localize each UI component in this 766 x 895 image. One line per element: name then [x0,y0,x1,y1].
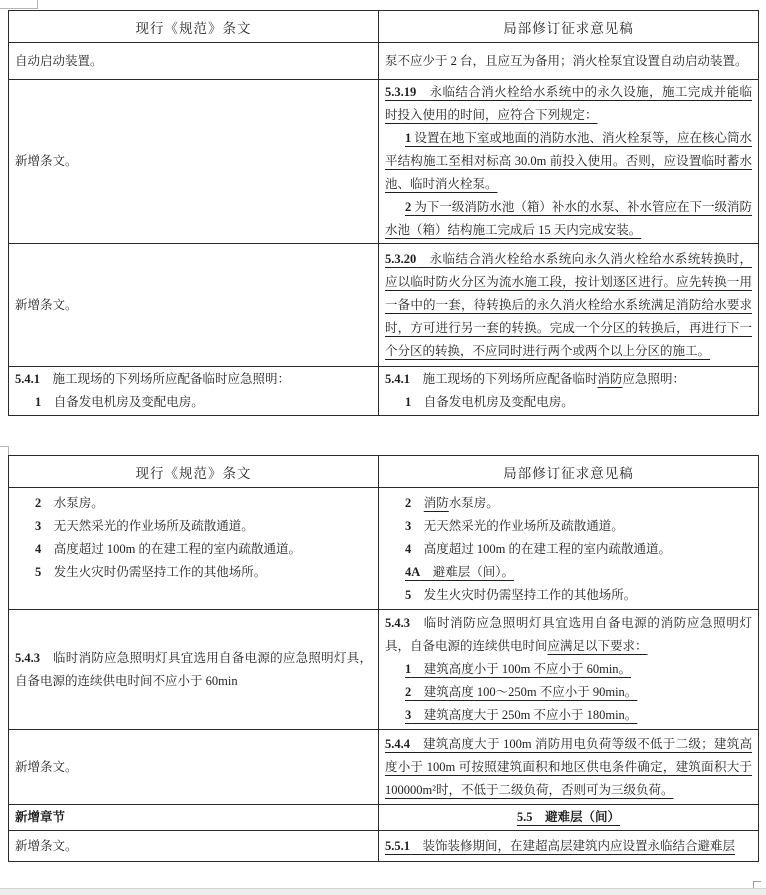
inserted-text-segment: 避难层（间）。 [420,565,515,579]
text-segment: 3 [405,519,412,533]
paragraph [385,584,752,607]
table-header-row [9,11,759,43]
table-row [9,80,759,244]
paragraph [385,538,752,561]
cell-current-code [9,244,379,367]
inserted-text-segment: 设置在地下室或地面的消防水池、消火栓泵等，应在核心筒水平结构施工至相对标高 30.0m 前投入使用。否则，应设置临时蓄水池、临时消火栓泵。 [385,131,752,191]
paragraph [385,704,752,727]
inserted-text-segment: 建筑高度大于 100m 消防用电负荷等级不低于二级；建筑高度小于 100m 可按照建筑面积和地区供电条件确定，建筑面积大于 100000m²时，不低于二级负荷，否则可为三级负荷。 [385,736,752,797]
text-segment: 泵不应少于 2 台，且应互为备用；消火栓泵宜设置自动启动装置。 [385,53,748,68]
table-row [9,730,759,805]
paragraph [385,81,752,127]
cell-current-code [9,831,379,862]
paragraph [385,681,752,704]
cell-revision-draft [379,730,759,805]
text-segment: 临时消防应急照明灯具宜选用自备电源的应急照明灯具，自备电源的连续供电时间不应小于 60min [15,650,372,688]
inserted-text-segment: 1 [405,662,412,676]
paragraph [385,127,752,196]
text-segment: 无天然采光的作业场所及疏散通道。 [411,519,624,533]
table-header-row [9,456,759,488]
text-segment: 5 [405,588,412,602]
text-segment: 新增条文。 [15,759,78,774]
text-segment: 5.4.1 [385,372,410,386]
cell-current-code [9,43,379,80]
paragraph [15,647,372,693]
table-row [9,805,759,831]
cell-revision-draft [379,488,759,610]
cell-current-code [9,805,379,831]
comparison-table-1 [8,10,759,416]
paragraph [385,492,752,515]
text-segment: 发生火灾时仍需坚持工作的其他场所。 [411,588,637,602]
cell-revision-draft [379,244,759,367]
inserted-text-segment: 1 [405,131,415,145]
paragraph [15,294,372,317]
paragraph [15,538,372,561]
paragraph [385,196,752,242]
header-revision-draft: 局部修订征求意见稿 [379,456,759,488]
cell-current-code [9,367,379,416]
paragraph [15,50,372,73]
text-segment: 1 [35,395,42,409]
inserted-text-segment: 避难层（间） [532,810,621,824]
inserted-text-segment: 2 [405,685,412,699]
text-segment: 2 [35,496,42,510]
inserted-text-segment: 3 [405,708,412,722]
text-segment: 无天然采光的作业场所及疏散通道。 [41,519,254,533]
inserted-text-segment: 4A [405,565,421,579]
text-segment: 5.4.1 [15,372,40,386]
text-segment: 自备发电机房及变配电房。 [41,395,204,409]
text-segment: 5 [35,565,42,579]
inserted-text-segment: 应满足以下要求： [547,639,648,653]
inserted-text-segment: 消防 [597,372,623,386]
paragraph [15,391,372,414]
paragraph [15,150,372,173]
text-segment: 新增条文。 [15,297,78,312]
cell-revision-draft [379,805,759,831]
text-segment: 水泵房。 [448,496,499,510]
paragraph [385,612,752,658]
header-revision-draft: 局部修订征求意见稿 [379,11,759,43]
paragraph [15,515,372,538]
table-row [9,488,759,610]
text-segment: 水泵房。 [41,496,104,510]
paragraph [15,368,372,391]
paragraph [385,561,752,584]
paragraph [385,806,752,829]
text-segment: 临时消防应急照明灯具宜选用自备电源的消防应急照明灯具，自备电源的连续供电时间 [385,616,752,653]
text-segment: 1 [405,395,412,409]
text-segment: 4 [35,542,42,556]
paragraph [385,733,752,802]
inserted-text-segment: 5.3.20 [385,251,417,266]
table-row [9,610,759,730]
inserted-text-segment: 永临结合消火栓给水系统中的永久设施，施工完成并能临时投入使用的时间，应符合下列规定： [385,85,752,122]
paragraph [385,50,752,73]
paragraph [15,806,372,829]
cell-current-code [9,610,379,730]
cell-revision-draft [379,367,759,416]
cell-revision-draft [379,80,759,244]
paragraph [15,492,372,515]
table-row [9,244,759,367]
paragraph [385,515,752,538]
paragraph [385,368,752,391]
cell-revision-draft [379,43,759,80]
text-segment: 新增条文。 [15,154,78,168]
text-segment: 应急照明： [622,372,686,386]
inserted-text-segment: 消防 [423,496,449,510]
paragraph [385,391,752,414]
inserted-text-segment: 装饰装修期间，在建超高层建筑内应设置永临结合避难层 [410,838,736,853]
table-row [9,367,759,416]
cell-current-code [9,730,379,805]
text-segment [411,496,424,510]
comparison-table-2 [8,455,759,862]
inserted-text-segment: 为下一级消防水池（箱）补水的水泵、补水管应在下一级消防水池（箱）结构施工完成后 15 天内完成安装。 [385,200,752,237]
paragraph [15,835,372,858]
paragraph [385,835,752,858]
inserted-text-segment: 5.4.4 [385,736,410,751]
inserted-text-segment: 建筑高度大于 250m 不应小于 180min。 [411,708,638,722]
text-segment: 3 [35,519,42,533]
paragraph [385,248,752,363]
text-segment: 2 [405,496,412,510]
table-fragment-handle-top-left [0,0,38,9]
paragraph [15,756,372,779]
text-segment: 发生火灾时仍需坚持工作的其他场所。 [41,565,267,579]
text-segment: 自备发电机房及变配电房。 [411,395,574,409]
text-segment: 5.4.3 [385,616,410,630]
text-segment: 新增条文。 [15,838,78,853]
text-segment: 施工现场的下列场所应配备临时 [410,372,598,386]
paragraph [385,658,752,681]
inserted-text-segment: 5.5.1 [385,838,410,853]
text-segment: 施工现场的下列场所应配备临时应急照明： [40,372,291,386]
table-row [9,831,759,862]
header-current-code: 现行《规范》条文 [9,456,379,488]
text-segment: 5.4.3 [15,650,40,665]
cell-current-code [9,80,379,244]
header-current-code: 现行《规范》条文 [9,11,379,43]
inserted-text-segment: 永临结合消火栓给水系统向永久消火栓给水系统转换时，应以临时防火分区为流水施工段，按计划逐区进行。应先转换一用一备中的一套，待转换后的永久消火栓给水系统满足消防给水要求时，方可进行另一套的转换。完成一个分区的转换后，再进行下一个分区的转换，不应同时进行两个或两个以上分区的施工。 [385,251,752,358]
text-segment: 高度超过 100m 的在建工程的室内疏散通道。 [411,542,671,556]
inserted-text-segment: 建筑高度小于 100m 不应小于 60min。 [411,662,632,676]
table-row [9,43,759,80]
cell-current-code [9,488,379,610]
text-segment: 新增章节 [15,810,66,824]
inserted-text-segment: 建筑高度 100～250m 不应小于 90min。 [411,685,638,699]
inserted-text-segment: 2 [405,200,415,214]
inserted-text-segment: 5.5 [516,810,533,824]
cell-revision-draft [379,831,759,862]
text-segment: 自动启动装置。 [15,53,103,68]
text-segment: 4 [405,542,412,556]
paragraph [15,561,372,584]
text-segment: 高度超过 100m 的在建工程的室内疏散通道。 [41,542,301,556]
inserted-text-segment: 5.3.19 [385,85,417,99]
cell-revision-draft [379,610,759,730]
